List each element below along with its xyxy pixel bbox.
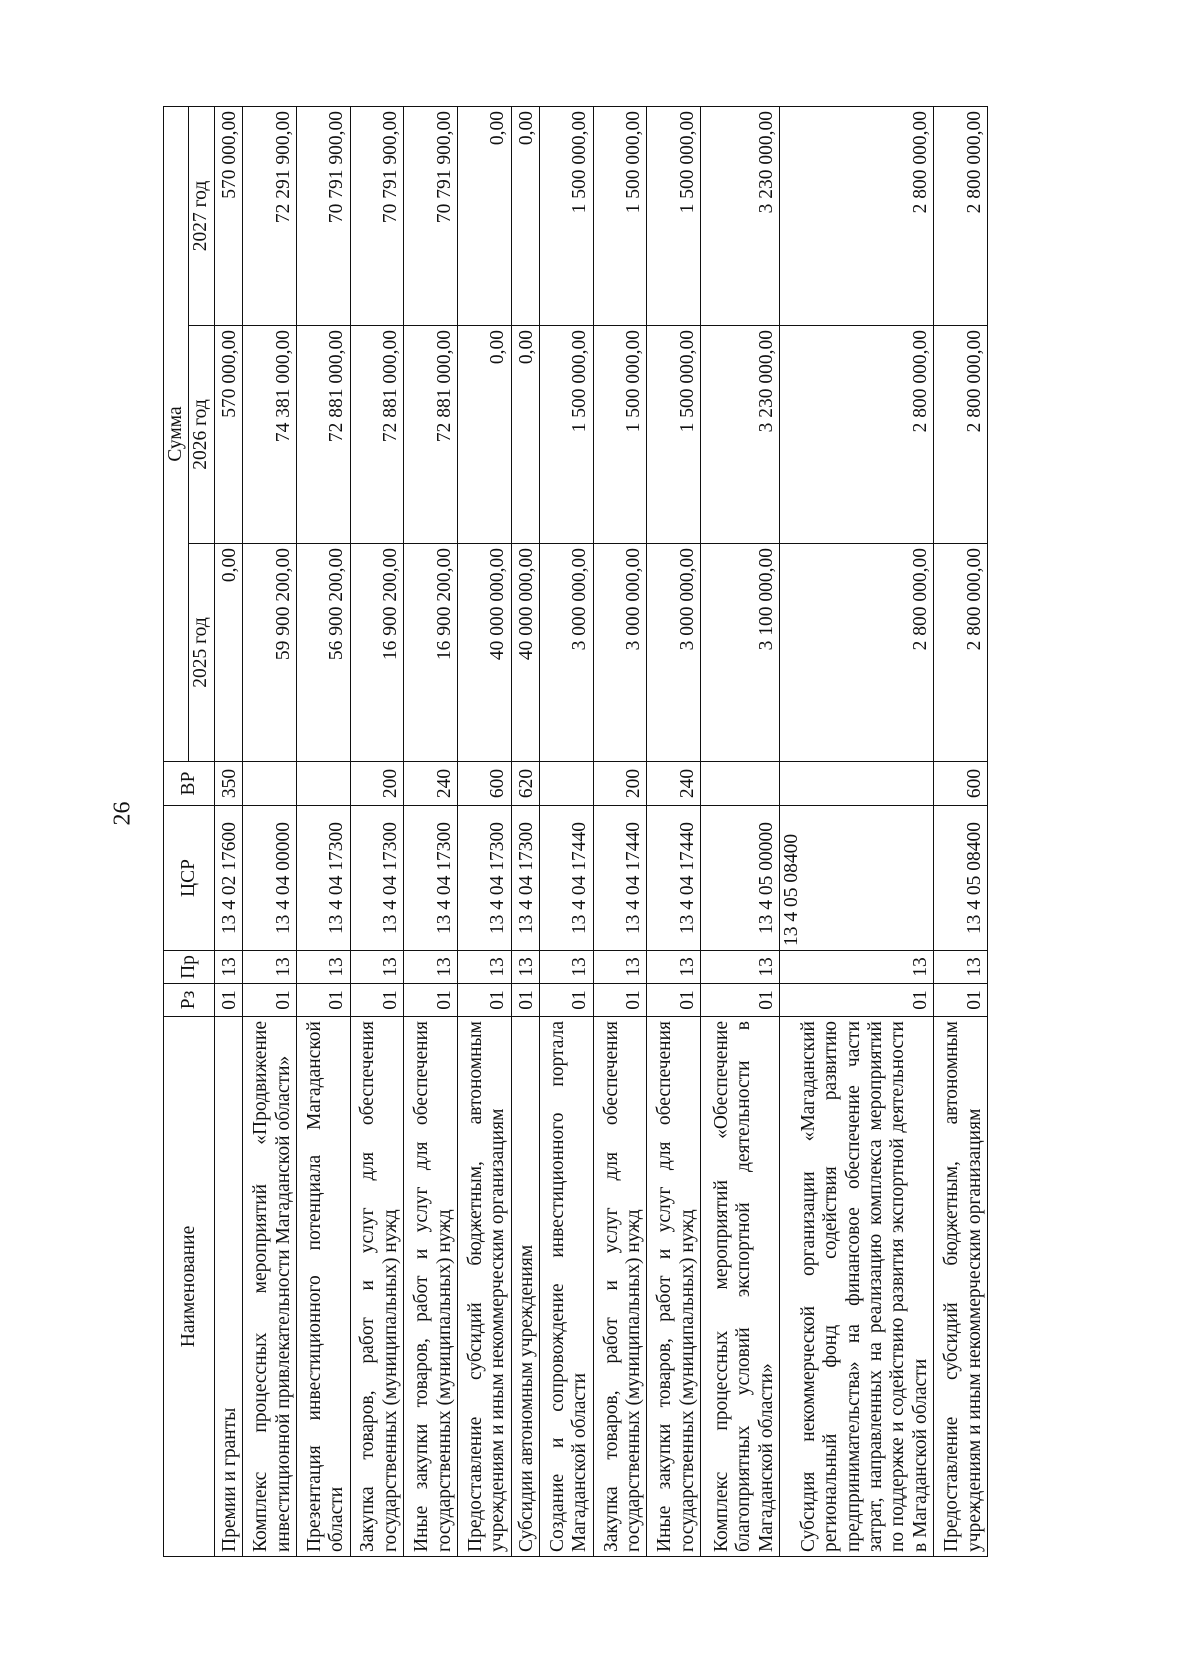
- row-vr: 620: [511, 762, 540, 806]
- row-rz: 01: [457, 984, 511, 1017]
- row-sum-2026: 1 500 000,00: [540, 326, 594, 544]
- table-row: [779, 107, 933, 1557]
- row-rz: 01: [779, 984, 933, 1017]
- row-name: Предоставление субсидий бюджетным, автономным учреждениям и иным некоммерческим организациям: [934, 1017, 988, 1557]
- header-rz: Рз: [164, 984, 215, 1017]
- row-name: Субсидия некоммерческой организации «Магаданский региональный фонд содействия развитию предпринимательства» на финансовое обеспечение части затрат, направленных на реализацию комплекса мероприятий по поддержке и содействию развития экспортной деятельности в Магаданской области: [779, 1017, 933, 1557]
- row-pr: 13: [457, 951, 511, 984]
- row-sum-2027: 2 800 000,00: [934, 107, 988, 326]
- row-csr: 13 4 04 17300: [404, 806, 458, 951]
- row-pr: 13: [934, 951, 988, 984]
- row-sum-2025: 16 900 200,00: [404, 544, 458, 762]
- row-csr: 13 4 05 08400: [779, 806, 933, 951]
- table-row: [404, 107, 458, 1557]
- table-row: [350, 107, 404, 1557]
- row-name: Предоставление субсидий бюджетным, автономным учреждениям и иным некоммерческим организациям: [457, 1017, 511, 1557]
- row-vr: 350: [214, 762, 243, 806]
- row-sum-2025: 2 800 000,00: [934, 544, 988, 762]
- row-vr: 600: [934, 762, 988, 806]
- row-csr: 13 4 04 17300: [297, 806, 351, 951]
- row-sum-2027: 0,00: [511, 107, 540, 326]
- row-sum-2026: 0,00: [511, 326, 540, 544]
- row-csr: 13 4 04 17440: [540, 806, 594, 951]
- budget-table: [163, 106, 988, 1557]
- row-rz: 01: [593, 984, 647, 1017]
- row-pr: 13: [214, 951, 243, 984]
- header-vr: ВР: [164, 762, 215, 806]
- row-csr: 13 4 04 17300: [457, 806, 511, 951]
- row-name: Закупка товаров, работ и услуг для обеспечения государственных (муниципальных) нужд: [350, 1017, 404, 1557]
- row-name: Премии и гранты: [214, 1017, 243, 1557]
- header-name: Наименование: [164, 1017, 215, 1557]
- row-pr: 13: [593, 951, 647, 984]
- row-rz: 01: [647, 984, 701, 1017]
- row-sum-2025: 16 900 200,00: [350, 544, 404, 762]
- row-name: Презентация инвестиционного потенциала Магаданской области: [297, 1017, 351, 1557]
- row-rz: 01: [511, 984, 540, 1017]
- table-row: [214, 107, 243, 1557]
- row-csr: 13 4 04 17300: [511, 806, 540, 951]
- row-sum-2026: 72 881 000,00: [404, 326, 458, 544]
- row-sum-2027: 3 230 000,00: [701, 107, 780, 326]
- header-2026: 2026 год: [189, 326, 214, 544]
- row-rz: 01: [214, 984, 243, 1017]
- row-csr: 13 4 04 00000: [243, 806, 297, 951]
- row-rz: 01: [934, 984, 988, 1017]
- table-row: [540, 107, 594, 1557]
- row-name: Закупка товаров, работ и услуг для обеспечения государственных (муниципальных) нужд: [593, 1017, 647, 1557]
- header-2027: 2027 год: [189, 107, 214, 326]
- header-row-1: [164, 107, 189, 1557]
- row-name: Комплекс процессных мероприятий «Обеспечение благоприятных условий экспортной деятельности в Магаданской области»: [701, 1017, 780, 1557]
- row-vr: 240: [404, 762, 458, 806]
- row-pr: 13: [779, 951, 933, 984]
- row-vr: 200: [350, 762, 404, 806]
- row-csr: 13 4 04 17300: [350, 806, 404, 951]
- row-sum-2026: 74 381 000,00: [243, 326, 297, 544]
- row-vr: 600: [457, 762, 511, 806]
- row-sum-2025: 3 000 000,00: [593, 544, 647, 762]
- header-sum: Сумма: [164, 107, 189, 762]
- row-pr: 13: [647, 951, 701, 984]
- row-rz: 01: [404, 984, 458, 1017]
- row-csr: 13 4 04 17440: [647, 806, 701, 951]
- row-sum-2026: 2 800 000,00: [934, 326, 988, 544]
- row-vr: [779, 762, 933, 806]
- row-sum-2027: 1 500 000,00: [647, 107, 701, 326]
- row-sum-2026: 1 500 000,00: [647, 326, 701, 544]
- row-name: Комплекс процессных мероприятий «Продвижение инвестиционной привлекательности Магаданской области»: [243, 1017, 297, 1557]
- row-sum-2027: 72 291 900,00: [243, 107, 297, 326]
- table-row: [934, 107, 988, 1557]
- row-rz: 01: [540, 984, 594, 1017]
- row-sum-2027: 1 500 000,00: [540, 107, 594, 326]
- row-sum-2026: 72 881 000,00: [350, 326, 404, 544]
- row-name: Иные закупки товаров, работ и услуг для обеспечения государственных (муниципальных) нужд: [404, 1017, 458, 1557]
- row-sum-2027: 0,00: [457, 107, 511, 326]
- table-row: [647, 107, 701, 1557]
- row-rz: 01: [350, 984, 404, 1017]
- row-sum-2027: 1 500 000,00: [593, 107, 647, 326]
- table-body: [214, 107, 987, 1557]
- row-pr: 13: [701, 951, 780, 984]
- table-row: [701, 107, 780, 1557]
- row-sum-2027: 70 791 900,00: [297, 107, 351, 326]
- row-pr: 13: [540, 951, 594, 984]
- table-row: [243, 107, 297, 1557]
- row-vr: [243, 762, 297, 806]
- table-row: [297, 107, 351, 1557]
- row-rz: 01: [243, 984, 297, 1017]
- row-sum-2025: 59 900 200,00: [243, 544, 297, 762]
- row-sum-2025: 2 800 000,00: [779, 544, 933, 762]
- row-rz: 01: [701, 984, 780, 1017]
- row-pr: 13: [350, 951, 404, 984]
- row-vr: [297, 762, 351, 806]
- page-number: 26: [109, 801, 136, 826]
- row-sum-2025: 3 000 000,00: [647, 544, 701, 762]
- row-sum-2026: 570 000,00: [214, 326, 243, 544]
- row-csr: 13 4 04 17440: [593, 806, 647, 951]
- row-pr: 13: [243, 951, 297, 984]
- table-row: [457, 107, 511, 1557]
- row-sum-2025: 3 100 000,00: [701, 544, 780, 762]
- row-csr: 13 4 05 08400: [934, 806, 988, 951]
- row-name: Создание и сопровождение инвестиционного портала Магаданской области: [540, 1017, 594, 1557]
- row-sum-2027: 2 800 000,00: [779, 107, 933, 326]
- row-sum-2026: 72 881 000,00: [297, 326, 351, 544]
- table-row: [593, 107, 647, 1557]
- row-name: Субсидии автономным учреждениям: [511, 1017, 540, 1557]
- header-csr: ЦСР: [164, 806, 215, 951]
- row-sum-2027: 70 791 900,00: [404, 107, 458, 326]
- row-sum-2026: 0,00: [457, 326, 511, 544]
- row-sum-2026: 2 800 000,00: [779, 326, 933, 544]
- row-vr: [540, 762, 594, 806]
- table-row: [511, 107, 540, 1557]
- row-pr: 13: [511, 951, 540, 984]
- header-pr: Пр: [164, 951, 215, 984]
- row-sum-2025: 0,00: [214, 544, 243, 762]
- row-vr: [701, 762, 780, 806]
- rotated-table-container: [163, 107, 988, 1557]
- row-sum-2027: 70 791 900,00: [350, 107, 404, 326]
- row-rz: 01: [297, 984, 351, 1017]
- row-pr: 13: [297, 951, 351, 984]
- row-sum-2025: 56 900 200,00: [297, 544, 351, 762]
- row-sum-2026: 1 500 000,00: [593, 326, 647, 544]
- header-2025: 2025 год: [189, 544, 214, 762]
- row-pr: 13: [404, 951, 458, 984]
- row-name: Иные закупки товаров, работ и услуг для обеспечения государственных (муниципальных) нужд: [647, 1017, 701, 1557]
- row-csr: 13 4 02 17600: [214, 806, 243, 951]
- row-sum-2025: 40 000 000,00: [511, 544, 540, 762]
- row-sum-2026: 3 230 000,00: [701, 326, 780, 544]
- row-sum-2025: 3 000 000,00: [540, 544, 594, 762]
- row-vr: 200: [593, 762, 647, 806]
- row-vr: 240: [647, 762, 701, 806]
- row-sum-2025: 40 000 000,00: [457, 544, 511, 762]
- row-sum-2027: 570 000,00: [214, 107, 243, 326]
- row-csr: 13 4 05 00000: [701, 806, 780, 951]
